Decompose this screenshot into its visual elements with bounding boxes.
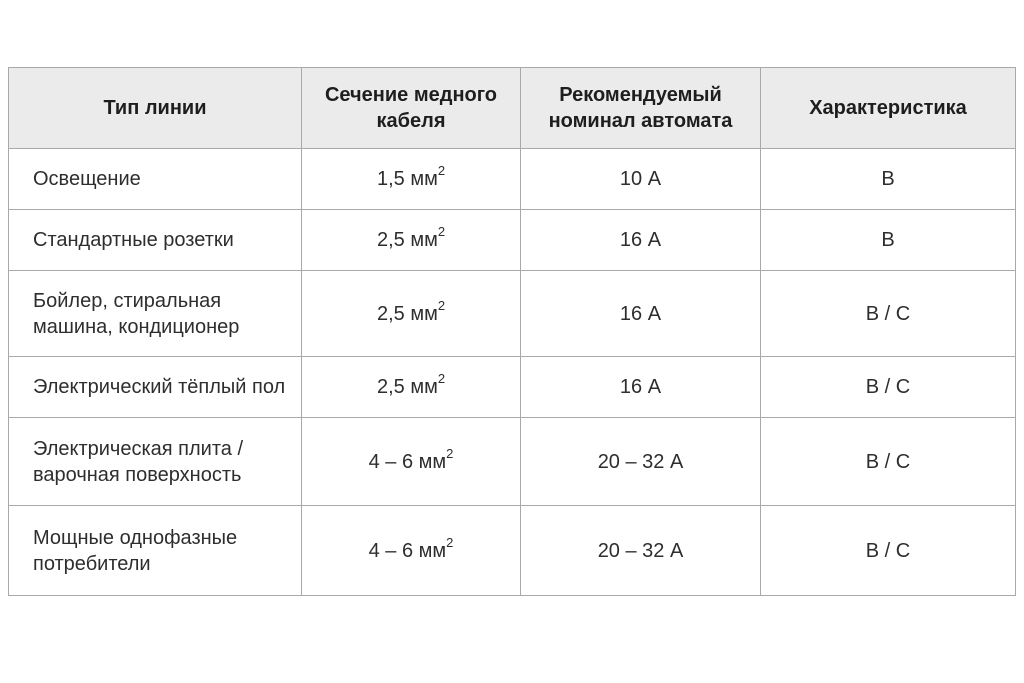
cable-breaker-table-wrapper [8, 67, 1015, 596]
cable-section-value: 1,5 мм [376, 168, 438, 190]
table-row [9, 506, 1016, 596]
line-type-cell: Бойлер, стиральная машина, кондиционер [9, 271, 302, 357]
cable-section-exponent: 2 [437, 224, 446, 240]
cable-section-cell [302, 149, 521, 210]
cable-section-exponent: 2 [437, 163, 446, 179]
line-type-cell: Освещение [9, 149, 302, 210]
characteristic-cell: B [761, 210, 1016, 271]
breaker-rating-cell: 20 – 32 А [521, 418, 761, 506]
cable-breaker-table [8, 67, 1016, 596]
cable-section-value: 2,5 мм [376, 229, 438, 251]
characteristic-cell: B / C [761, 418, 1016, 506]
cable-section-value: 4 – 6 мм [368, 450, 447, 473]
line-type-cell: Стандартные розетки [9, 210, 302, 271]
breaker-rating-cell: 16 А [521, 210, 761, 271]
cable-section-value: 2,5 мм [376, 376, 438, 398]
characteristic-cell: B / C [761, 271, 1016, 357]
line-type-cell: Электрическая плита / варочная поверхность [9, 418, 302, 506]
header-breaker-rating: Рекомендуемый номинал автомата [521, 68, 761, 149]
cable-section-cell [302, 357, 521, 418]
breaker-rating-cell: 16 А [521, 357, 761, 418]
cable-section-exponent: 2 [446, 534, 454, 550]
cable-section-cell [302, 271, 521, 357]
characteristic-cell: B [761, 149, 1016, 210]
table-row [9, 210, 1016, 271]
table-header-row [9, 68, 1016, 149]
table-row [9, 357, 1016, 418]
line-type-cell: Мощные однофазные потребители [9, 506, 302, 596]
cable-section-cell [302, 418, 521, 506]
line-type-cell: Электрический тёплый пол [9, 357, 302, 418]
breaker-rating-cell: 16 А [521, 271, 761, 357]
header-cable-section: Сечение медного кабеля [302, 68, 521, 149]
cable-section-cell [302, 210, 521, 271]
table-row [9, 418, 1016, 506]
cable-section-exponent: 2 [437, 297, 446, 313]
cable-section-value: 4 – 6 мм [368, 539, 447, 562]
breaker-rating-cell: 20 – 32 А [521, 506, 761, 596]
table-row [9, 271, 1016, 357]
cable-section-exponent: 2 [446, 445, 454, 461]
header-characteristic: Характеристика [761, 68, 1016, 149]
cable-section-value: 2,5 мм [376, 302, 438, 325]
header-line-type: Тип линии [9, 68, 302, 149]
breaker-rating-cell: 10 А [521, 149, 761, 210]
table-row [9, 149, 1016, 210]
characteristic-cell: B / C [761, 357, 1016, 418]
characteristic-cell: B / C [761, 506, 1016, 596]
cable-section-exponent: 2 [437, 371, 446, 387]
cable-section-cell [302, 506, 521, 596]
